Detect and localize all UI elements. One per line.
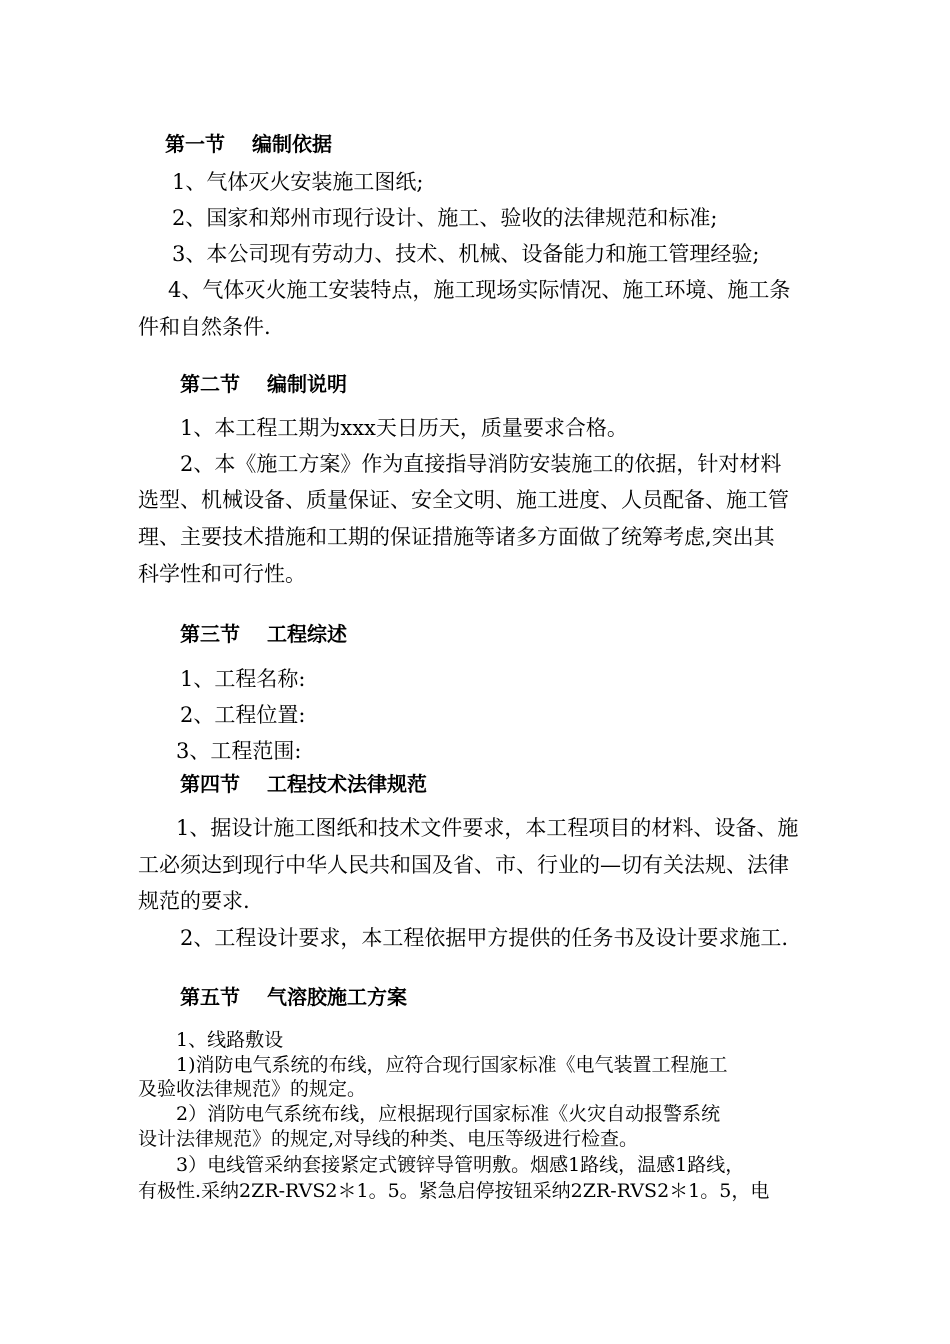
- paragraph-line: 4、气体灭火施工安装特点，施工现场实际情况、施工环境、施工条: [168, 278, 791, 302]
- paragraph-line: 1、工程名称:: [180, 667, 306, 691]
- paragraph-line: 1)消防电气系统的布线，应符合现行国家标准《电气装置工程施工: [176, 1054, 728, 1076]
- section-heading: 第二节 编制说明: [180, 372, 347, 396]
- paragraph-line: 3、本公司现有劳动力、技术、机械、设备能力和施工管理经验;: [172, 242, 760, 266]
- paragraph-line: 2、国家和郑州市现行设计、施工、验收的法律规范和标准;: [172, 206, 718, 230]
- section-heading: 第五节 气溶胶施工方案: [180, 985, 407, 1009]
- paragraph-line: 工必须达到现行中华人民共和国及省、市、行业的—切有关法规、法律: [138, 853, 789, 877]
- paragraph-line: 件和自然条件.: [138, 315, 271, 339]
- paragraph-line: 2、工程设计要求，本工程依据甲方提供的任务书及设计要求施工.: [180, 926, 789, 950]
- section-heading: 第三节 工程综述: [180, 622, 347, 646]
- section-heading: 第四节 工程技术法律规范: [180, 772, 427, 796]
- section-heading: 第一节 编制依据: [165, 132, 332, 156]
- paragraph-line: 选型、机械设备、质量保证、安全文明、施工进度、人员配备、施工管: [138, 488, 789, 512]
- paragraph-line: 2、工程位置:: [180, 703, 306, 727]
- paragraph-line: 2、本《施工方案》作为直接指导消防安装施工的依据，针对材料: [180, 452, 782, 476]
- paragraph-line: 3）电线管采纳套接紧定式镀锌导管明敷。烟感1路线，温感1路线，: [176, 1154, 745, 1176]
- paragraph-line: 3、工程范围:: [176, 739, 302, 763]
- paragraph-line: 设计法律规范》的规定,对导线的种类、电压等级进行检查。: [138, 1128, 639, 1150]
- paragraph-line: 及验收法律规范》的规定。: [138, 1078, 367, 1100]
- paragraph-line: 规范的要求.: [138, 889, 250, 913]
- paragraph-line: 1、气体灭火安装施工图纸;: [172, 170, 424, 194]
- paragraph-line: 理、主要技术措施和工期的保证措施等诸多方面做了统筹考虑,突出其: [138, 525, 775, 549]
- paragraph-line: 有极性.采纳2ZR-RVS2＊1。5。紧急启停按钮采纳2ZR-RVS2＊1。5，电: [138, 1180, 770, 1202]
- paragraph-line: 2）消防电气系统布线，应根据现行国家标准《火灾自动报警系统: [176, 1103, 721, 1125]
- paragraph-line: 1、本工程工期为xxx天日历天，质量要求合格。: [180, 416, 628, 440]
- paragraph-line: 1、据设计施工图纸和技术文件要求，本工程项目的材料、设备、施: [176, 816, 799, 840]
- paragraph-line: 科学性和可行性。: [138, 562, 306, 586]
- paragraph-line: 1、线路敷设: [176, 1029, 284, 1051]
